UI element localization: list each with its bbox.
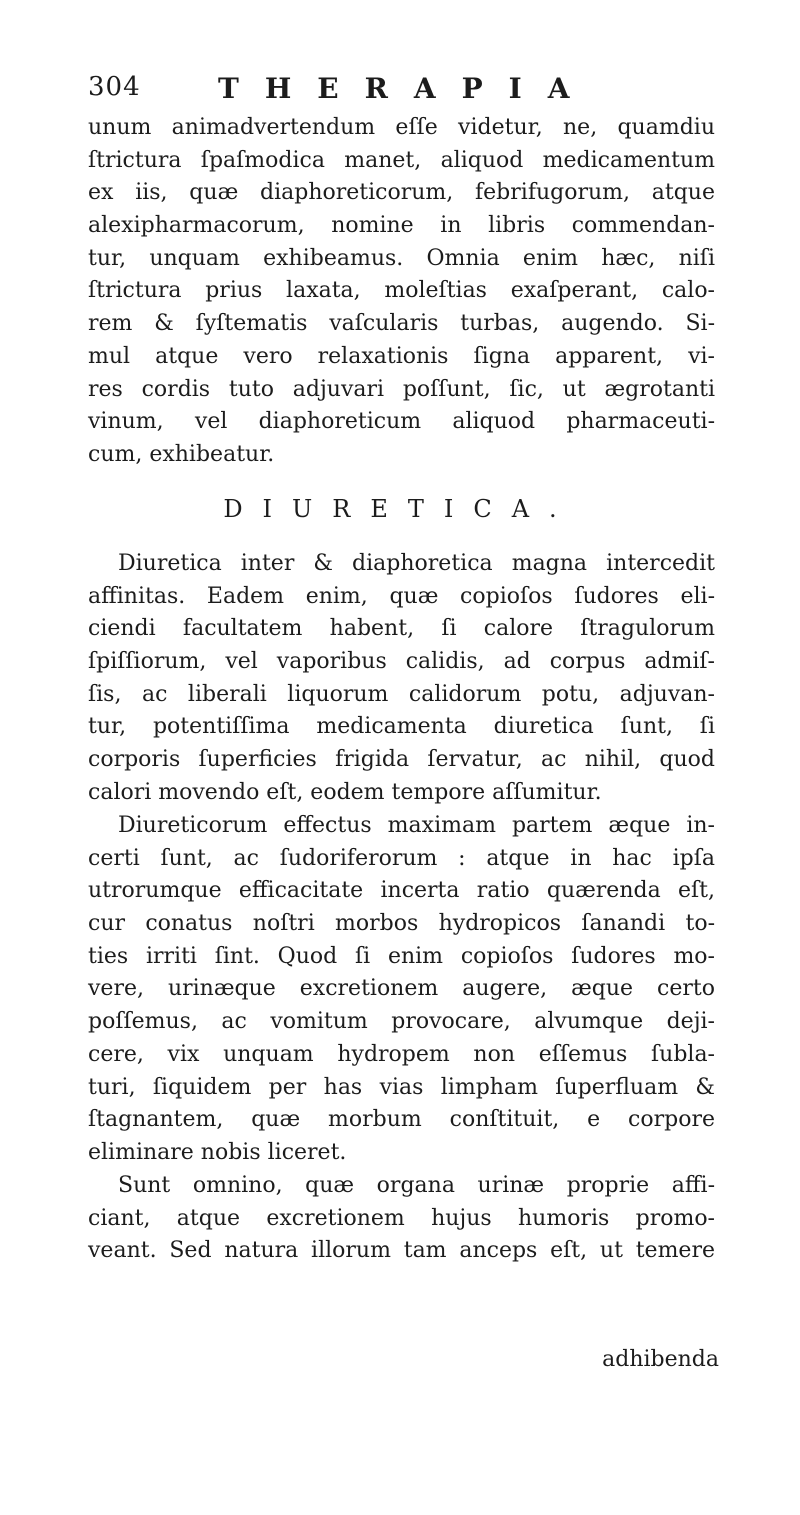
text-line: veant. Sed natura illorum tam anceps eſt, ut temere bbox=[88, 1238, 715, 1264]
page-number: 304 bbox=[88, 72, 141, 102]
text-line: tur, unquam exhibeamus. Omnia enim hæc, niſi bbox=[88, 245, 715, 271]
paragraph-therapia-continued bbox=[88, 112, 715, 472]
text-line: Sunt omnino, quæ organa urinæ proprie affi- bbox=[118, 1173, 715, 1198]
text-line: ciant, atque excretionem hujus humoris promo- bbox=[88, 1205, 715, 1231]
paragraph-diureticorum-effectus bbox=[88, 810, 715, 1170]
text-line: cur conatus noſtri morbos hydropicos ſanandi to- bbox=[88, 911, 715, 937]
text-line: eliminare nobis liceret. bbox=[88, 1139, 347, 1165]
text-line: cum, exhibeatur. bbox=[88, 441, 275, 467]
text-line: ſtrictura prius laxata, moleſtias exaſperant, calo- bbox=[88, 278, 715, 304]
text-line: ſpiſſiorum, vel vaporibus calidis, ad corpus admiſ- bbox=[88, 649, 715, 675]
text-line: calori movendo eſt, eodem tempore aſſumitur. bbox=[88, 779, 602, 805]
text-line: vinum, vel diaphoreticum aliquod pharmaceuti- bbox=[88, 409, 715, 435]
text-line: utrorumque efficacitate incerta ratio quærenda eſt, bbox=[88, 878, 715, 904]
text-line: ties irriti ſint. Quod ſi enim copioſos ſudores mo- bbox=[88, 943, 715, 969]
text-line: cere, vix unquam hydropem non eſſemus ſubla- bbox=[88, 1041, 715, 1067]
text-line: res cordis tuto adjuvari poſſunt, ſic, ut ægrotanti bbox=[88, 376, 715, 402]
paragraph-diuretica-intro bbox=[88, 548, 715, 810]
text-line: rem & ſyſtematis vaſcularis turbas, augendo. Si- bbox=[88, 311, 715, 337]
text-line: vere, urinæque excretionem augere, æque certo bbox=[88, 976, 715, 1002]
page-header bbox=[88, 72, 688, 112]
text-line: tur, potentiſſima medicamenta diuretica ſunt, ſi bbox=[88, 714, 715, 740]
text-line: ſtrictura ſpaſmodica manet, aliquod medicamentum bbox=[88, 147, 715, 173]
text-line: Diuretica inter & diaphoretica magna intercedit bbox=[118, 551, 715, 576]
text-line: ſtagnantem, quæ morbum conſtituit, e corpore bbox=[88, 1107, 715, 1133]
text-line: poſſemus, ac vomitum provocare, alvumque deji- bbox=[88, 1009, 715, 1035]
text-line: ciendi facultatem habent, ſi calore ſtragulorum bbox=[88, 616, 715, 642]
text-line: turi, ſiquidem per has vias limpham ſuperfluam & bbox=[88, 1074, 715, 1100]
paragraph-sunt-omnino bbox=[88, 1170, 715, 1268]
text-line: Diureticorum effectus maximam partem æque in- bbox=[118, 813, 715, 838]
section-heading: DIURETICA. bbox=[223, 495, 577, 523]
text-line: alexipharmacorum, nomine in libris commendan- bbox=[88, 213, 715, 239]
text-line: ſis, ac liberali liquorum calidorum potu, adjuvan- bbox=[88, 681, 715, 707]
catchword: adhibenda bbox=[602, 1347, 719, 1372]
text-line: certi ſunt, ac ſudoriferorum : atque in hac ipſa bbox=[88, 845, 715, 871]
text-line: ex iis, quæ diaphoreticorum, febrifugorum, atque bbox=[88, 180, 715, 206]
text-line: unum animadvertendum eſſe videtur, ne, quamdiu bbox=[88, 115, 715, 140]
running-title: THERAPIA bbox=[218, 72, 596, 105]
text-line: corporis ſuperficies frigida ſervatur, ac nihil, quod bbox=[88, 747, 715, 773]
text-line: mul atque vero relaxationis ſigna apparent, vi- bbox=[88, 343, 715, 369]
text-line: affinitas. Eadem enim, quæ copioſos ſudores eli- bbox=[88, 583, 715, 609]
